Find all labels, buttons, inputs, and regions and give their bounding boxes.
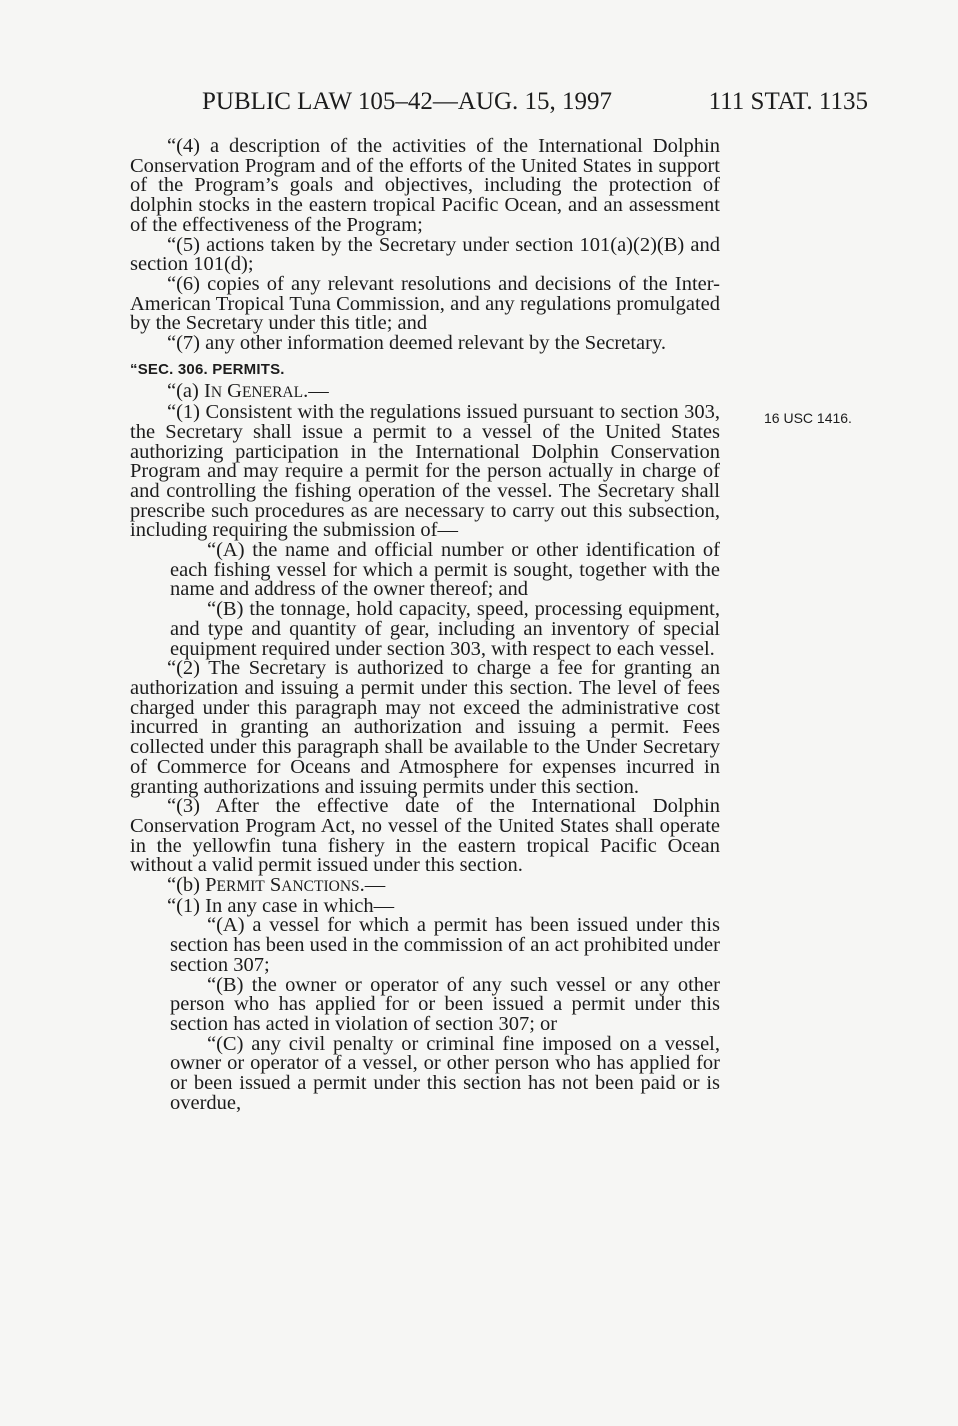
paragraph-a1: “(1) Consistent with the regulations issued pursuant to section 303, the Secretary shall issue a permit to a vessel of the United States authorizing participation in the International Dolphin Conservation Program and may require a permit for the person actually in charge of and controlling the fishing operation of the vessel. The Secretary shall prescribe such procedures as are necessary to carry out this subsection, including requiring the submission of—: [130, 401, 720, 542]
subsection-a-heading-n: N: [210, 384, 223, 402]
page-header: [202, 88, 868, 116]
subsection-b-prefix: “(b) P: [167, 874, 217, 897]
marginal-note: 16 USC 1416.: [764, 410, 852, 426]
subsection-b-heading-s: S: [264, 874, 282, 897]
paragraph-a3: “(3) After the effective date of the International Dolphin Conservation Program Act, no vessel of the United States shall operate in the yellowfin tuna fishery in the eastern tropical Pacific Ocean without a valid permit issued under this section.: [130, 795, 720, 877]
header-page-number: 111 STAT. 1135: [708, 88, 868, 115]
subsection-a-heading: [130, 382, 720, 403]
subsection-b-heading: [130, 876, 720, 897]
subsection-b-heading-a: ERMIT: [216, 878, 265, 896]
subsection-b-dash: .—: [359, 874, 386, 897]
subsection-a-heading-rest: ENERAL: [241, 384, 304, 402]
subsection-b-heading-b: ANCTIONS: [281, 878, 360, 896]
paragraph-b1C: “(C) any civil penalty or criminal fine imposed on a vessel, owner or operator of a vessel, or other person who has applied for or been issued a permit under this section has not been paid or is overdue,: [170, 1032, 720, 1114]
paragraph-b1: “(1) In any case in which—: [167, 894, 395, 917]
section-heading: “SEC. 306. PERMITS.: [130, 360, 285, 378]
subsection-a-prefix: “(a) I: [167, 380, 211, 403]
paragraph-5: “(5) actions taken by the Secretary under section 101(a)(2)(B) and section 101(d);: [130, 233, 720, 276]
paragraph-7: “(7) any other information deemed relevant by the Secretary.: [167, 332, 666, 355]
subsection-a-dash: .—: [303, 380, 329, 403]
paragraph-4: “(4) a description of the activities of the International Dolphin Conservation Program and of the efforts of the United States in support of the Program’s goals and objectives, including the protection of dolphin stocks in the eastern tropical Pacific Ocean, and an assessment of the effectiveness of the Program;: [130, 135, 720, 236]
paragraph-a2: “(2) The Secretary is authorized to charge a fee for granting an authorization and issuing a permit under this section. The level of fees charged under this paragraph may not exceed the administrative cost incurred in granting an authorization and issuing a permit. Fees collected under this paragraph shall be available to the Under Secretary of Commerce for Oceans and Atmosphere for expenses incurred in granting authorizations and issuing permits under this section.: [130, 657, 720, 798]
paragraph-b1B: “(B) the owner or operator of any such vessel or any other person who has applied for or been issued a permit under this section has acted in violation of section 307; or: [170, 973, 720, 1035]
subsection-a-heading-g: G: [222, 380, 242, 403]
paragraph-a1B: “(B) the tonnage, hold capacity, speed, processing equipment, and type and quantity of gear, including an inventory of special equipment required under section 303, with respect to each vessel.: [170, 598, 720, 660]
document-body: [130, 137, 720, 1113]
paragraph-b1A: “(A) a vessel for which a permit has been issued under this section has been used in the commission of an act prohibited under section 307;: [170, 914, 720, 976]
paragraph-6: “(6) copies of any relevant resolutions and decisions of the Inter-American Tropical Tuna Commission, and any regulations promulgated by the Secretary under this title; and: [130, 272, 720, 335]
header-title: PUBLIC LAW 105–42—AUG. 15, 1997: [202, 88, 613, 115]
paragraph-a1A: “(A) the name and official number or other identification of each fishing vessel for which a permit is sought, together with the name and address of the owner thereof; and: [170, 539, 720, 601]
